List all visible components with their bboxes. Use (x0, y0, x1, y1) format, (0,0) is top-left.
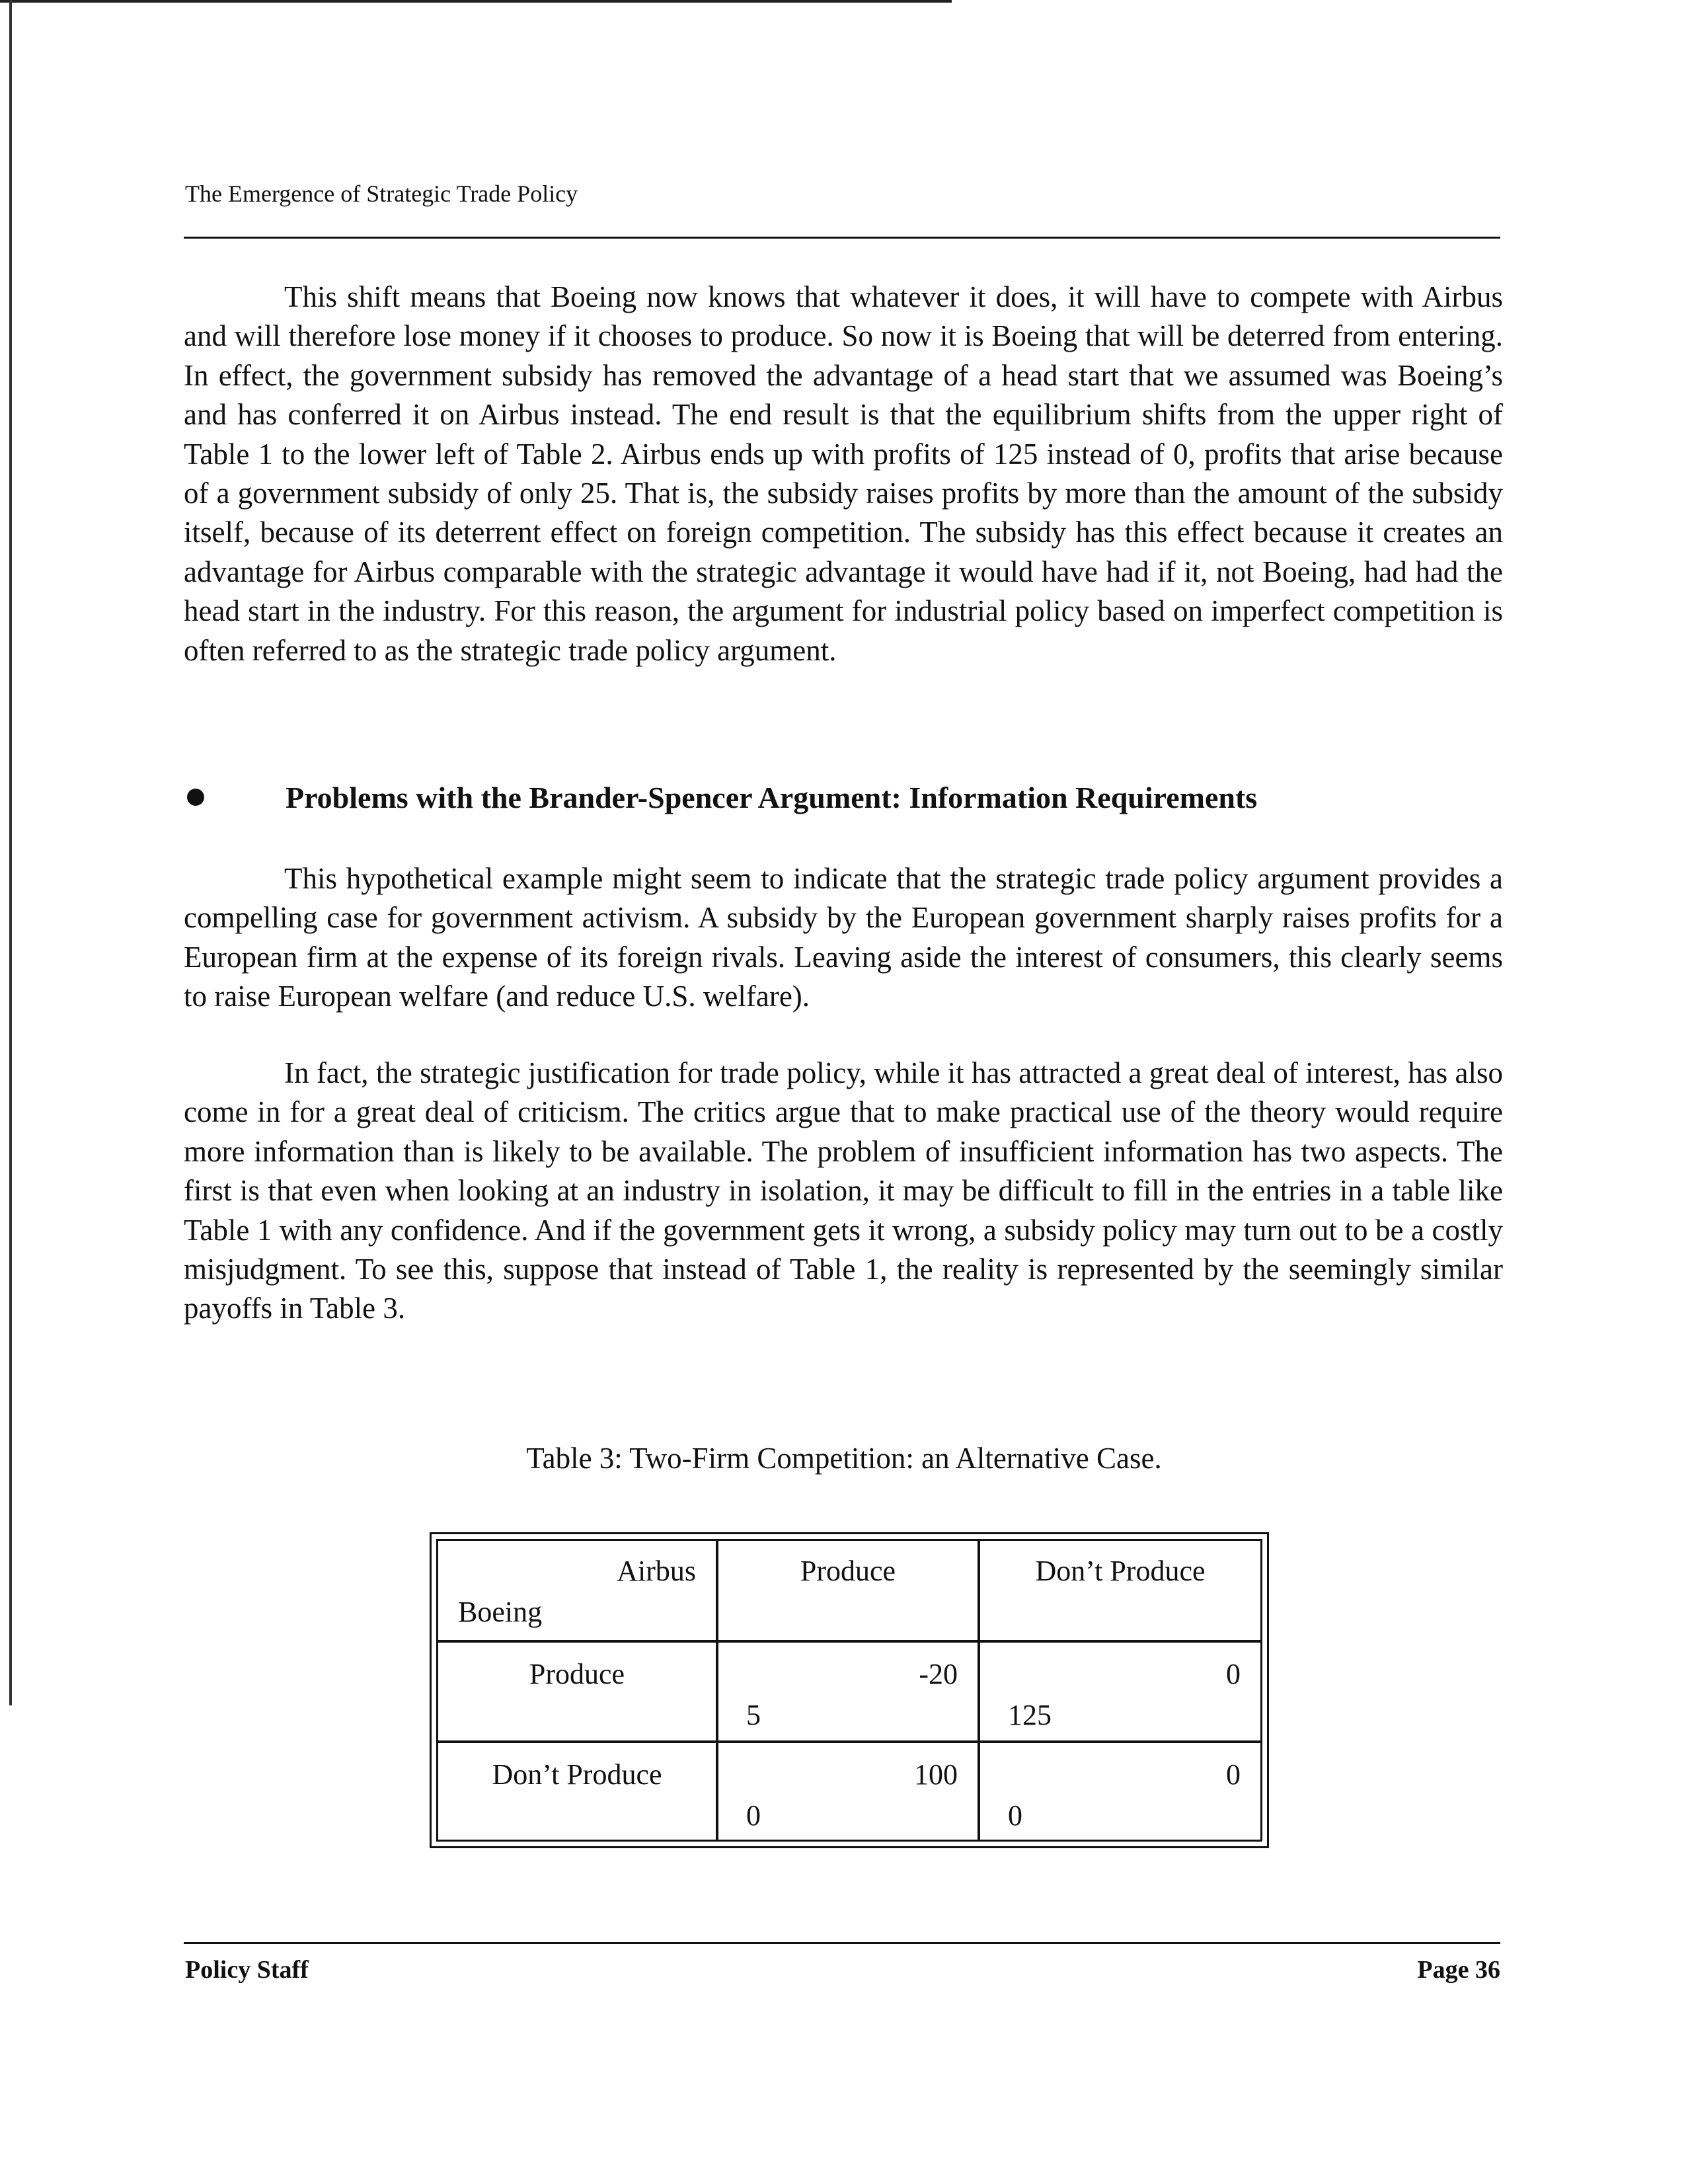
payoff-boeing: 0 (1008, 1799, 1022, 1832)
payoff-table (430, 1532, 1269, 1848)
row-header-dont-produce: Don’t Produce (438, 1740, 716, 1840)
payoff-airbus: 100 (914, 1758, 958, 1791)
table-corner-cell (438, 1541, 716, 1640)
section-heading: Problems with the Brander-Spencer Argument: Information Requirements (286, 781, 1258, 814)
row-header-produce: Produce (438, 1640, 716, 1740)
payoff-airbus: -20 (919, 1658, 958, 1690)
paragraph-subsidy-shift: This shift means that Boeing now knows that whatever it does, it will have to compete with Airbus and will therefore lose money if it chooses to produce. So now it is Boeing that will be deterred from entering. In effect, the government subsidy has removed the advantage of a head start that we assumed was Boeing’s and has conferred it on Airbus instead. The end result is that the equilibrium shifts from the upper right of Table 1 to the lower left of Table 2. Airbus ends up with profits of 125 instead of 0, profits that arise because of a government subsidy of only 25. That is, the subsidy raises profits by more than the amount of the subsidy itself, because of its deterrent effect on foreign competition. The subsidy has this effect because it creates an advantage for Airbus comparable with the strategic advantage it would have had if it, not Boeing, had had the head start in the industry. For this reason, the argument for industrial policy based on imperfect competition is often referred to as the strategic trade policy argument. (184, 280, 1503, 667)
table-caption: Table 3: Two-Firm Competition: an Alternative Case. (526, 1442, 1162, 1475)
payoff-cell (978, 1640, 1260, 1740)
top-edge-rule (0, 0, 952, 3)
header-rule (184, 237, 1500, 239)
running-head: The Emergence of Strategic Trade Policy (185, 180, 578, 207)
bullet-icon (187, 789, 204, 806)
payoff-boeing: 0 (746, 1799, 761, 1832)
footer-rule (184, 1942, 1500, 1944)
corner-label-airbus: Airbus (617, 1555, 696, 1587)
payoff-cell (716, 1740, 978, 1840)
corner-label-boeing: Boeing (458, 1596, 543, 1628)
payoff-cell (978, 1740, 1260, 1840)
footer-org: Policy Staff (185, 1956, 309, 1984)
payoff-table-grid (436, 1539, 1262, 1842)
page-number: Page 36 (1417, 1956, 1500, 1984)
paragraph-hypothetical-example: This hypothetical example might seem to indicate that the strategic trade policy argument provides a compelling case for government activism. A subsidy by the European government sharply raises profits for a European firm at the expense of its foreign rivals. Leaving aside the interest of consumers, this clearly seems to raise European welfare (and reduce U.S. welfare). (184, 862, 1503, 1013)
payoff-boeing: 125 (1008, 1699, 1052, 1731)
column-header-dont-produce: Don’t Produce (978, 1541, 1260, 1640)
payoff-cell (716, 1640, 978, 1740)
payoff-airbus: 0 (1226, 1658, 1241, 1690)
column-header-produce: Produce (716, 1541, 978, 1640)
paragraph-criticism: In fact, the strategic justification for trade policy, while it has attracted a great deal of interest, has also come in for a great deal of criticism. The critics argue that to make practical use of the theory would require more information than is likely to be available. The problem of insufficient information has two aspects. The first is that even when looking at an industry in isolation, it may be difficult to fill in the entries in a table like Table 1 with any confidence. And if the government gets it wrong, a subsidy policy may turn out to be a costly misjudgment. To see this, suppose that instead of Table 1, the reality is represented by the seemingly similar payoffs in Table 3. (184, 1056, 1503, 1325)
payoff-boeing: 5 (746, 1699, 761, 1731)
payoff-airbus: 0 (1226, 1758, 1241, 1791)
